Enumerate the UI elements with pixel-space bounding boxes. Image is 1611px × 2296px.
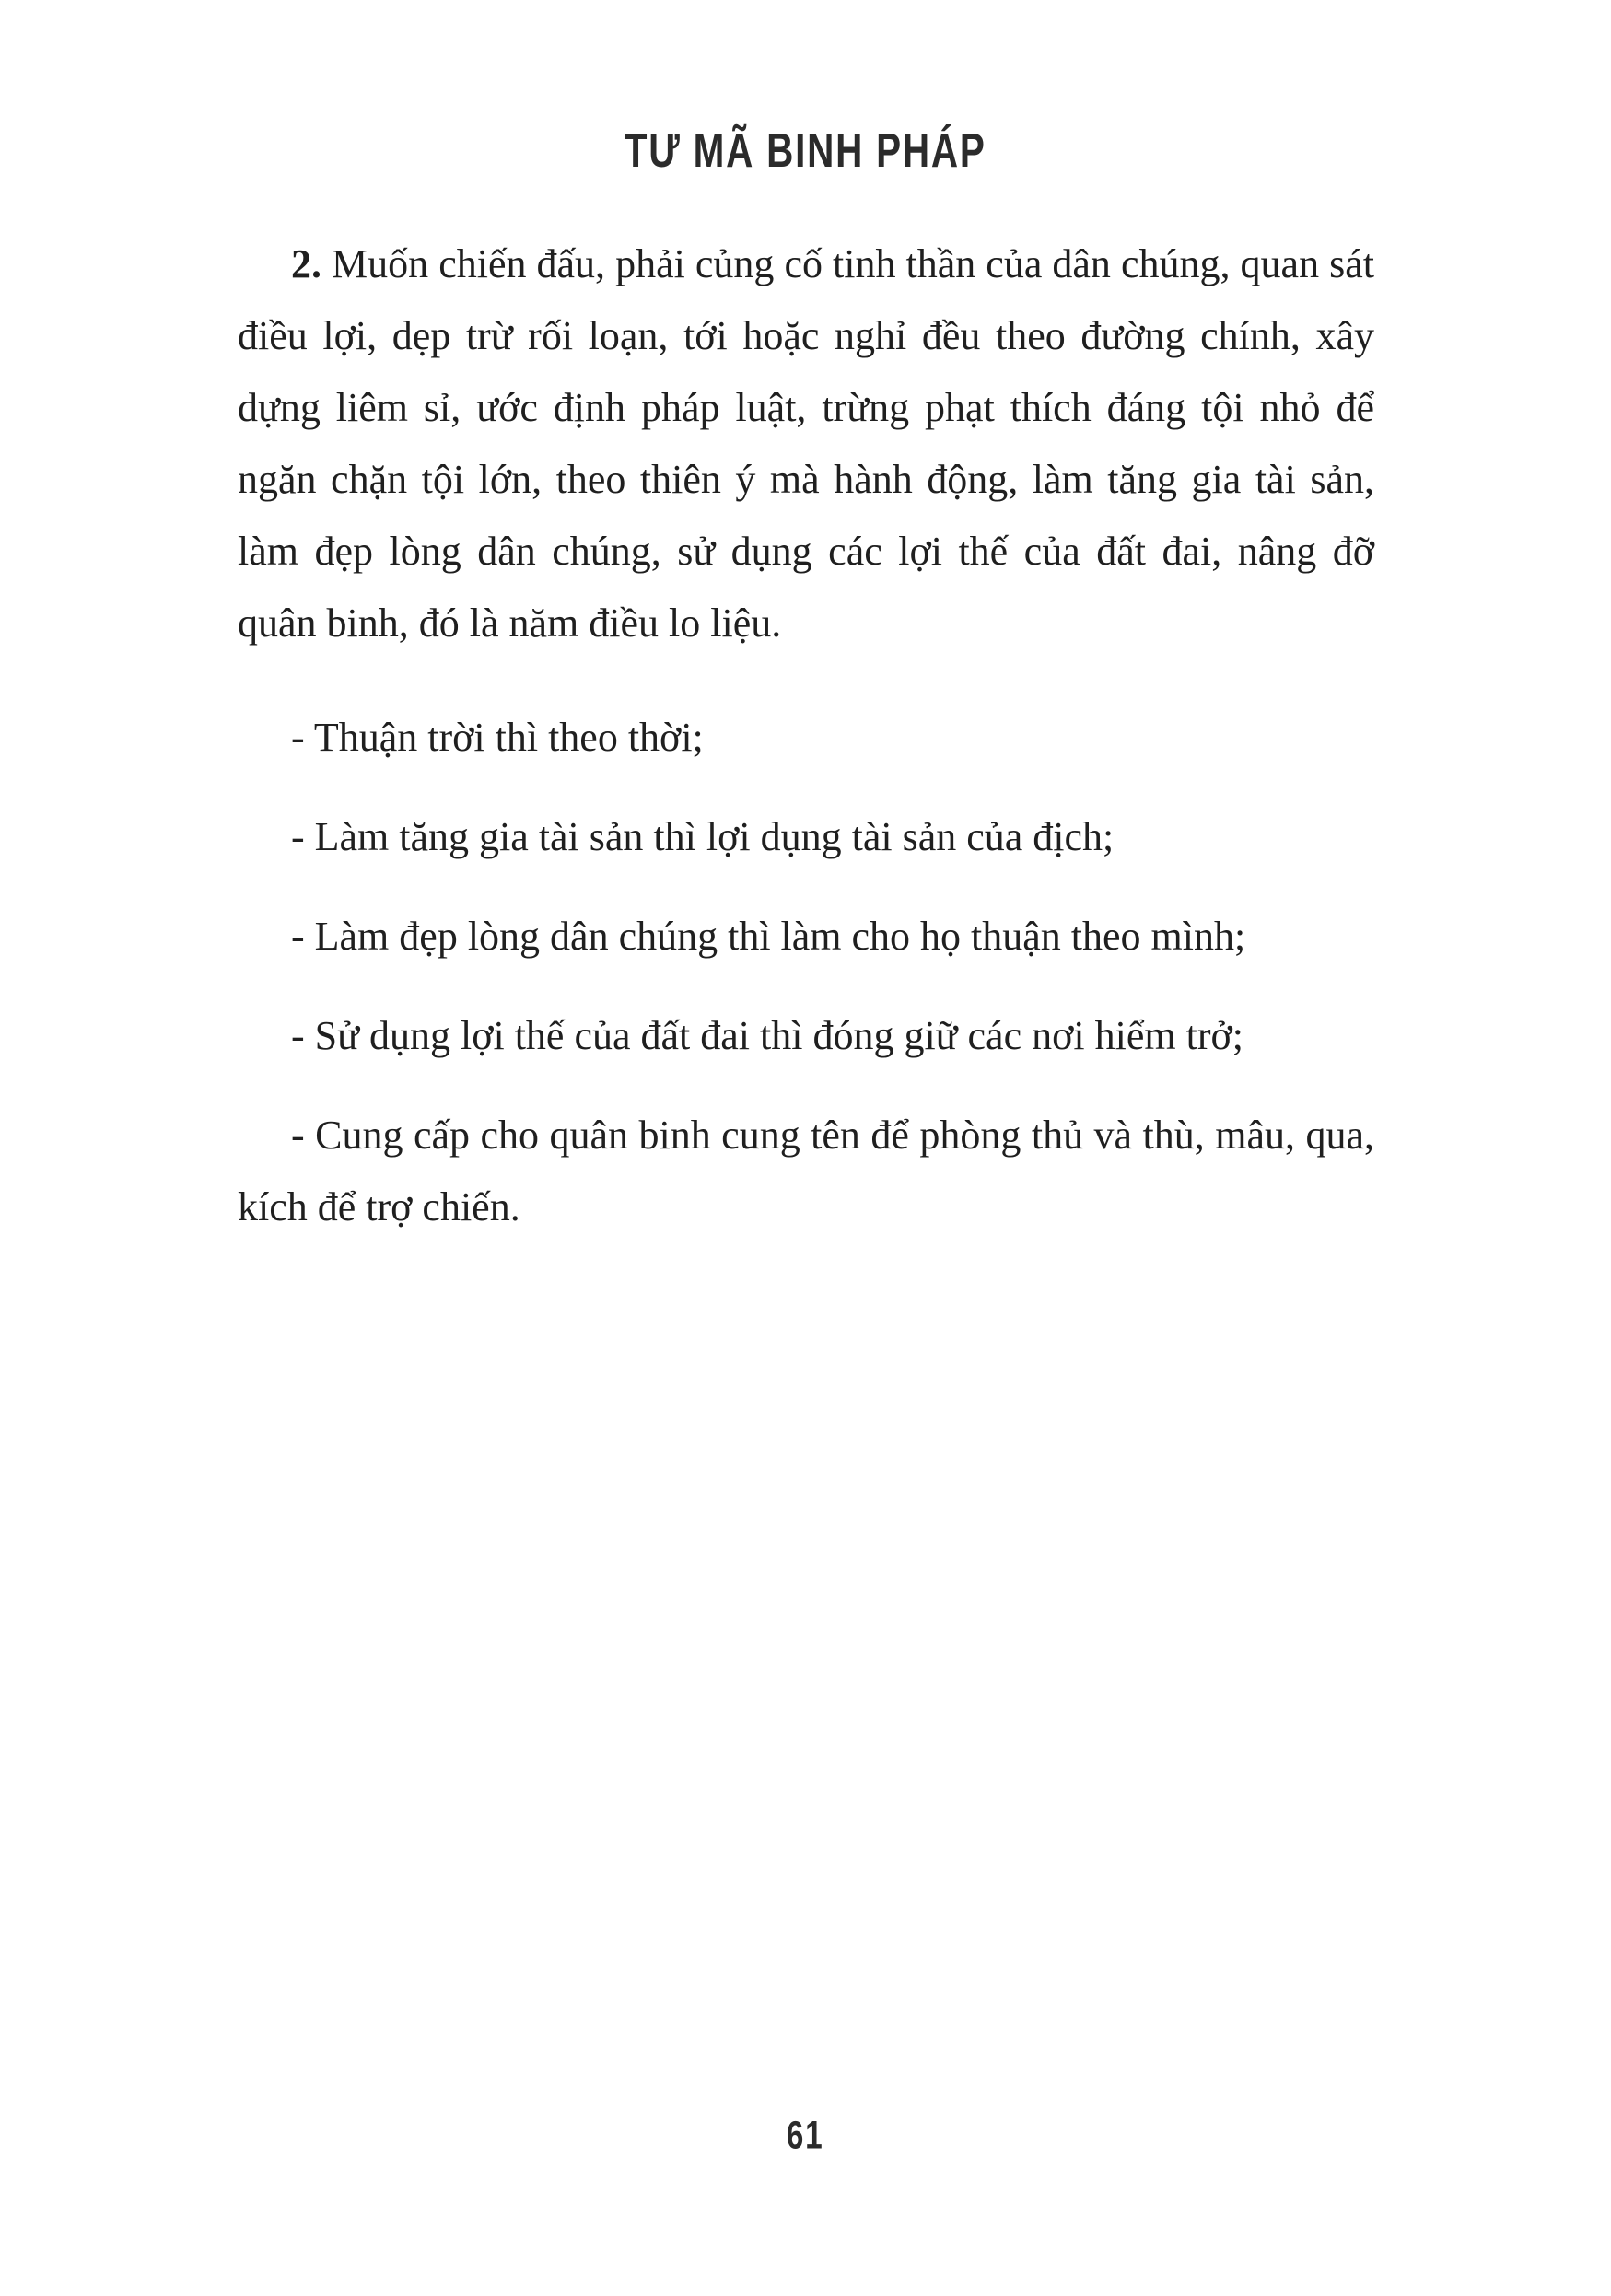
bullet-item: - Sử dụng lợi thế của đất đai thì đóng giữ các nơi hiểm trở;: [291, 1013, 1243, 1058]
bullet-item: - Làm tăng gia tài sản thì lợi dụng tài sản của địch;: [291, 814, 1115, 859]
bullet-item: - Cung cấp cho quân binh cung tên để phòng thủ và thù, mâu, qua, kích để trợ chiến.: [238, 1113, 1374, 1230]
paragraph-text: Muốn chiến đấu, phải củng cố tinh thần của dân chúng, quan sát điều lợi, dẹp trừ rối loạn, tới hoặc nghỉ đều theo đường chính, xây dựng liêm sỉ, ước định pháp luật, trừng phạt thích đáng tội nhỏ để ngăn chặn tội lớn, theo thiên ý mà hành động, làm tăng gia tài sản, làm đẹp lòng dân chúng, sử dụng các lợi thế của đất đai, nâng đỡ quân binh, đó là năm điều lo liệu.: [238, 241, 1374, 646]
bullet-item: - Thuận trời thì theo thời;: [291, 715, 704, 760]
book-title: TƯ MÃ BINH PHÁP: [625, 122, 986, 178]
running-header: [0, 122, 1611, 178]
paragraph: [238, 228, 1374, 659]
page-body: [238, 228, 1374, 1271]
bullet-item: - Làm đẹp lòng dân chúng thì làm cho họ thuận theo mình;: [291, 914, 1246, 959]
page-number: 61: [787, 2114, 824, 2158]
page-footer: [0, 2116, 1611, 2156]
paragraph-number: 2.: [291, 241, 321, 286]
